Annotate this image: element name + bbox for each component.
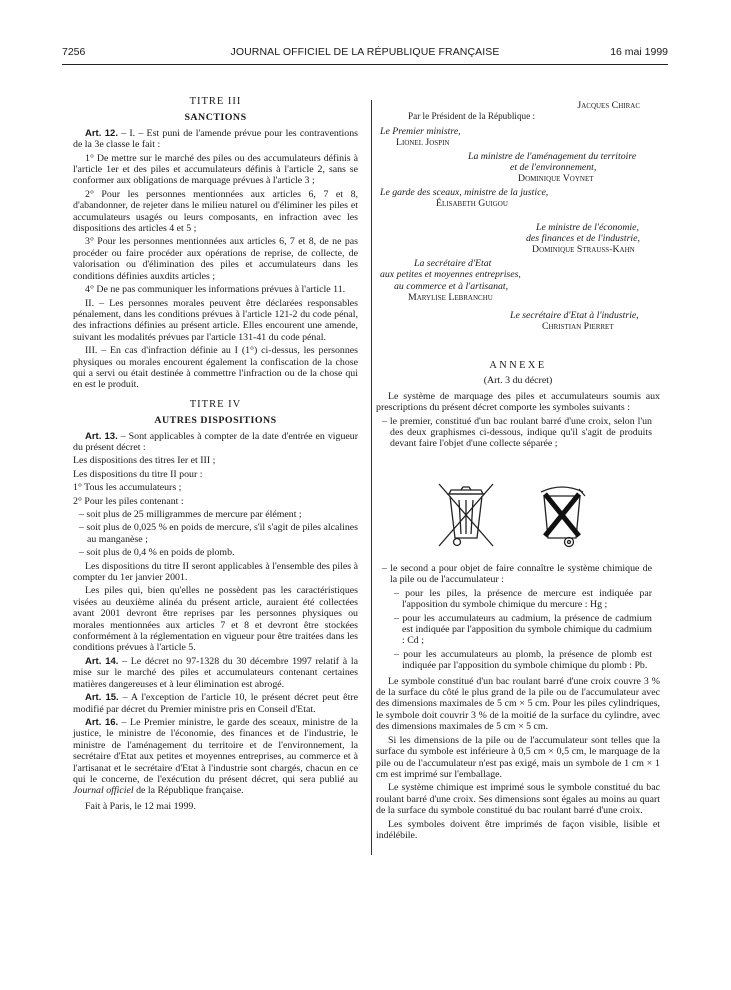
article-14-label: Art. 14. bbox=[85, 655, 119, 667]
article-13-dash-1: – soit plus de 25 milligrammes de mercure par élément ; bbox=[79, 509, 302, 520]
annexe-dash-2-mercure: – pour les piles, la présence de mercure est indiquée par l'apposition du symbole chimique du mercure : Hg ; bbox=[394, 587, 652, 611]
annexe-column bbox=[376, 360, 660, 452]
article-13-para-3: Les piles qui, bien qu'elles ne possèdent pas les caractéristiques visées au deuxième alinéa du présent article, auraient été collectées avant 2001 devront être reprises par les personnes physiques ou morales mentionnées aux articles 7 et 8 et devront être stockées conformément à la réglementation en vigueur pour être traitées dans les conditions prévues à l'article 5. bbox=[73, 585, 358, 654]
ministre-environnement-title-1: La ministre de l'aménagement du territoire bbox=[468, 150, 637, 162]
article-13-para-2: Les dispositions du titre II seront applicables à l'ensemble des piles à compter du 1er janvier 2001. bbox=[73, 560, 358, 584]
garde-des-sceaux-name: Élisabeth Guigou bbox=[436, 198, 508, 210]
signature-block bbox=[380, 100, 670, 332]
article-12-section-iii: III. – En cas d'infraction définie au I (1°) ci-dessus, les personnes physiques ou morales encourent également la confiscation de la chose qui a servi ou était destinée à commettre l'infraction ou de la chose qui en est le produit. bbox=[73, 345, 358, 391]
president-name: Jacques Chirac bbox=[577, 100, 640, 111]
annexe-para-1: Le système de marquage des piles et accumulateurs soumis aux prescriptions du présent décret comporte les symboles suivants : bbox=[376, 390, 660, 414]
secretaire-pme-title-2: aux petites et moyennes entreprises, bbox=[380, 269, 521, 281]
fait-a-paris: Fait à Paris, le 12 mai 1999. bbox=[85, 800, 196, 812]
ministre-economie-title-2: des finances et de l'industrie, bbox=[526, 233, 640, 245]
crossed-bin-symbols bbox=[435, 480, 595, 555]
ministre-economie-title-1: Le ministre de l'économie, bbox=[536, 221, 639, 233]
page-number: 7256 bbox=[62, 46, 86, 58]
annexe-para-5: Les symboles doivent être imprimés de façon visible, lisible et indélébile. bbox=[376, 818, 660, 841]
ministre-environnement-name: Dominique Voynet bbox=[518, 173, 594, 185]
article-12-section-ii: II. – Les personnes morales peuvent être déclarées responsables pénalement, dans les conditions prévues à l'article 121-2 du code pénal, des infractions définies au présent article. Elles encourent une amende, suivant les modalités prévues par l'article 131-41 du code pénal. bbox=[73, 297, 358, 343]
article-13-line-1: Les dispositions des titres Ier et III ; bbox=[73, 455, 216, 467]
column-divider bbox=[371, 100, 372, 855]
article-13-line-2: Les dispositions du titre II pour : bbox=[73, 468, 203, 480]
garde-des-sceaux-title: Le garde des sceaux, ministre de la justice, bbox=[380, 186, 549, 198]
article-12-item-4: 4° De ne pas communiquer les informations prévues à l'article 11. bbox=[85, 284, 346, 296]
article-13-intro: Art. 13. – Sont applicables à compter de la date d'entrée en vigueur du présent décret : bbox=[73, 430, 358, 453]
crossed-wheelie-bin-solid-icon bbox=[531, 480, 593, 550]
secretaire-industrie-title: Le secrétaire d'Etat à l'industrie, bbox=[510, 309, 639, 321]
sanctions-heading: SANCTIONS bbox=[184, 112, 247, 124]
secretaire-pme-name: Marylise Lebranchu bbox=[408, 292, 493, 304]
annexe-dash-2-cadmium: – pour les accumulateurs au cadmium, la présence de cadmium est indiquée par l'apposition du symbole chimique du cadmium : Cd ; bbox=[394, 612, 652, 647]
article-12-intro: Art. 12. – I. – Est puni de l'amende prévue pour les contraventions de la 3e classe le fait : bbox=[73, 127, 358, 151]
page-header bbox=[62, 46, 668, 60]
article-13-line-4: 2° Pour les piles contenant : bbox=[73, 495, 184, 507]
article-13-dash-2: – soit plus de 0,025 % en poids de mercure, s'il s'agit de piles alcalines au manganèse ; bbox=[79, 522, 358, 545]
annexe-dash-2: – le second a pour objet de faire connaître le système chimique de la pile ou de l'accumulateur : bbox=[382, 563, 652, 586]
article-12-item-1: 1° De mettre sur le marché des piles ou des accumulateurs définis à l'article 1er et des piles et accumulateurs définis à l'article 2, sans se conformer aux obligations de marquage prévues à l'article 3 ; bbox=[73, 152, 358, 187]
article-16: Art. 16. – Le Premier ministre, le garde des sceaux, ministre de la justice, le ministre de l'économie, des finances et de l'industrie, le ministre de l'aménagement du territoire et de l'environnement, la secrétaire d'Etat aux petites et moyennes entreprises, au commerce et à l'artisanat et le secrétaire d'Etat à l'industrie sont chargés, chacun en ce qui le concerne, de l'exécution du présent décret, qui sera publié au Journal officiel de la République française. bbox=[73, 716, 358, 797]
article-12-item-2: 2° Pour les personnes mentionnées aux articles 6, 7 et 8, d'abandonner, de rejeter dans le milieu naturel ou d'éliminer les piles et accumulateurs usagés ou leurs composants, en infraction avec les dispositions des articles 4 et 5 ; bbox=[73, 188, 358, 235]
secretaire-industrie-name: Christian Pierret bbox=[542, 320, 614, 332]
article-14: Art. 14. – Le décret no 97-1328 du 30 décembre 1997 relatif à la mise sur le marché des piles et accumulateurs contenant certaines matières dangereuses et à leur élimination est abrogé. bbox=[73, 655, 358, 690]
premier-ministre-title: Le Premier ministre, bbox=[380, 125, 461, 137]
titre-iv-heading: TITRE IV bbox=[189, 398, 242, 410]
ministre-economie-name: Dominique Strauss-Kahn bbox=[532, 244, 635, 256]
crossed-wheelie-bin-outline-icon bbox=[435, 480, 497, 550]
par-le-president: Par le Président de la République : bbox=[408, 111, 536, 122]
article-15: Art. 15. – A l'exception de l'article 10, le présent décret peut être modifié par décret du Premier ministre pris en Conseil d'Etat. bbox=[73, 692, 358, 715]
article-13-dash-3: – soit plus de 0,4 % en poids de plomb. bbox=[79, 547, 235, 559]
secretaire-pme-title-1: La secrétaire d'Etat bbox=[414, 257, 492, 269]
article-13-label: Art. 13. bbox=[85, 430, 118, 442]
annexe-dash-2-plomb: – pour les accumulateurs au plomb, la présence de plomb est indiquée par l'apposition du symbole chimique du plomb : Pb. bbox=[394, 648, 652, 672]
journal-officiel-ref: Journal officiel bbox=[73, 785, 134, 797]
annexe-dash-1: – le premier, constitué d'un bac roulant barré d'une croix, selon l'un des deux graphismes ci-dessous, indique qu'il s'agit de produits devant faire l'objet d'une collecte séparée ; bbox=[382, 415, 652, 450]
annexe-heading: ANNEXE bbox=[489, 360, 547, 371]
header-rule bbox=[62, 64, 668, 65]
autres-dispositions-heading: AUTRES DISPOSITIONS bbox=[154, 415, 277, 427]
publication-date: 16 mai 1999 bbox=[610, 46, 668, 58]
article-15-label: Art. 15. bbox=[85, 692, 119, 704]
article-13-line-3: 1° Tous les accumulateurs ; bbox=[73, 482, 182, 494]
left-column bbox=[73, 96, 358, 814]
article-12-item-3: 3° Pour les personnes mentionnées aux articles 6, 7 et 8, de ne pas procéder ou faire procéder aux opérations de reprise, de collecte, de valorisation ou d'élimination des piles et accumulateurs dans les conditions définies auxdits articles ; bbox=[73, 236, 358, 282]
secretaire-pme-title-3: au commerce et à l'artisanat, bbox=[394, 280, 509, 292]
article-12-label: Art. 12. bbox=[85, 127, 118, 139]
premier-ministre-name: Lionel Jospin bbox=[396, 137, 450, 149]
annexe-column-continued bbox=[376, 563, 660, 843]
annexe-para-2: Le symbole constitué d'un bac roulant barré d'une croix couvre 3 % de la surface du côté le plus grand de la pile ou de l'accumulateur avec des dimensions maximales de 5 cm × 5 cm. Pour les piles cylindriques, le symbole doit couvrir 3 % de la moitié de la surface du cylindre, avec des dimensions maximales de 5 cm × 5 cm. bbox=[376, 675, 660, 733]
ministre-environnement-title-2: et de l'environnement, bbox=[510, 162, 597, 174]
annexe-para-3: Si les dimensions de la pile ou de l'accumulateur sont telles que la surface du symbole est inférieure à 0,5 cm × 0,5 cm, le marquage de la pile ou de l'accumulateur n'est pas exigé, mais un symbole de 1 cm × 1 cm est imprimé sur l'emballage. bbox=[376, 734, 660, 780]
titre-iii-heading: TITRE III bbox=[189, 96, 242, 107]
annexe-para-4: Le système chimique est imprimé sous le symbole constitué du bac roulant barré d'une croix. Ses dimensions sont égales au moins au quart de la surface du symbole constitué du bac roulant barré d'une croix. bbox=[376, 782, 660, 817]
annexe-reference: (Art. 3 du décret) bbox=[483, 375, 553, 387]
article-16-label: Art. 16. bbox=[85, 716, 119, 728]
journal-title: JOURNAL OFFICIEL DE LA RÉPUBLIQUE FRANÇAISE bbox=[230, 46, 500, 58]
